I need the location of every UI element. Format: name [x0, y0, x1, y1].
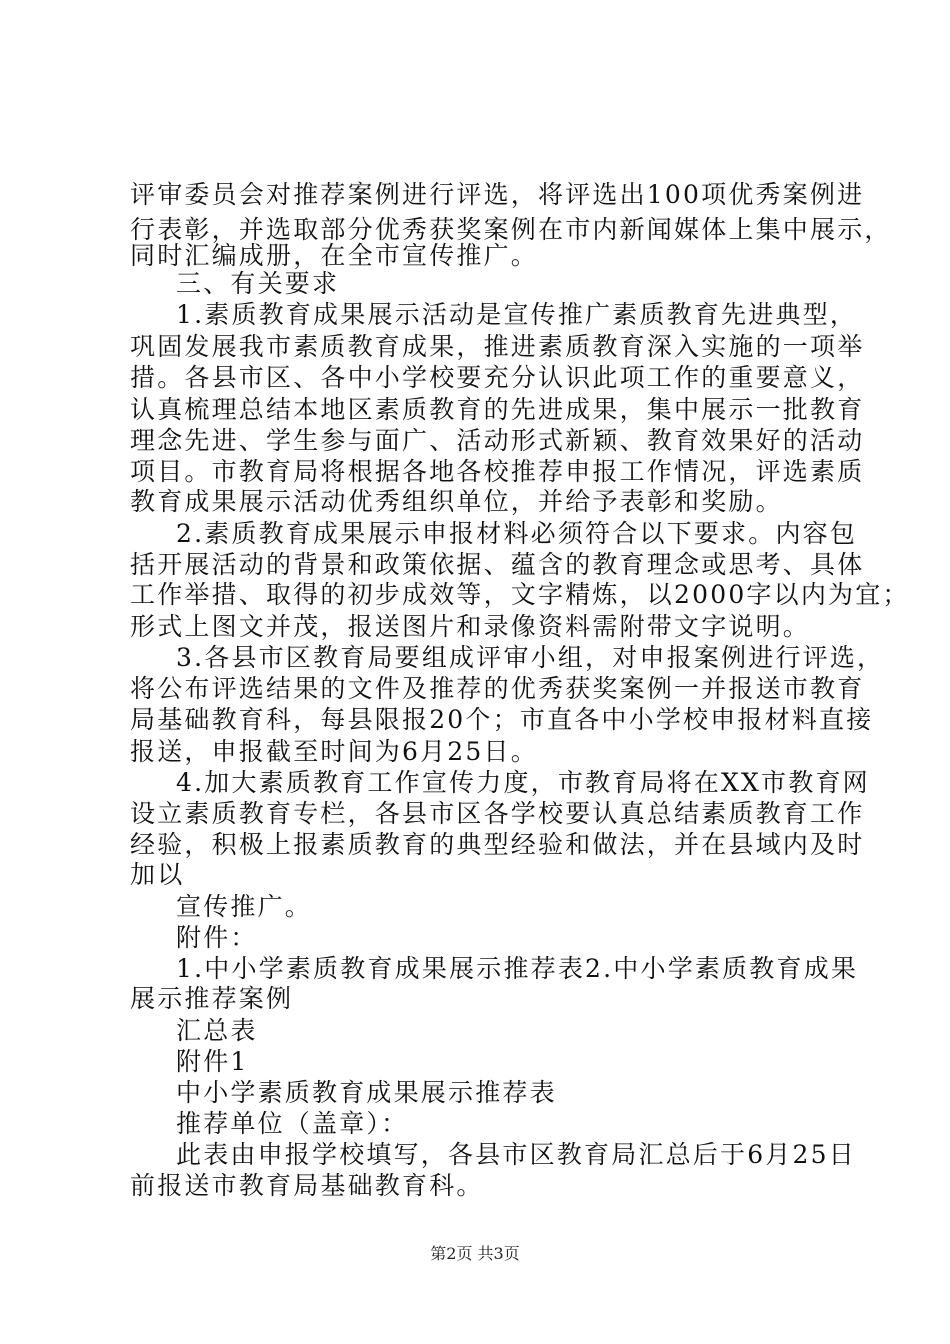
attachment-list-line: 汇总表 [176, 1016, 258, 1045]
section-heading: 三、有关要求 [176, 269, 340, 298]
body-text-line: 4.加大素质教育工作宣传力度，市教育局将在XX市教育网 [176, 768, 870, 797]
body-text-line: 将公布评选结果的文件及推荐的优秀获奖案例一并报送市教育 [130, 674, 865, 703]
body-text-line: 教育成果展示活动优秀组织单位，并给予表彰和奖励。 [130, 487, 783, 516]
body-text-line: 措。各县市区、各中小学校要充分认识此项工作的重要意义， [130, 363, 865, 392]
page-number-footer: 第2页 共3页 [430, 1244, 520, 1263]
body-text-line: 理念先进、学生参与面广、活动形式新颖、教育效果好的活动 [130, 426, 865, 455]
form-field-label: 推荐单位（盖章）： [176, 1109, 409, 1138]
attachment-list-line: 1.中小学素质教育成果展示推荐表2.中小学素质教育成果 [176, 954, 859, 983]
body-text-line: 形式上图文并茂，报送图片和录像资料需附带文字说明。 [130, 612, 811, 641]
body-text-line: 此表由申报学校填写，各县市区教育局汇总后于6月25日 [176, 1140, 856, 1169]
attachment-label: 附件： [176, 923, 258, 952]
body-text-line: 前报送市教育局基础教育科。 [130, 1171, 484, 1200]
body-text-line: 同时汇编成册，在全市宣传推广。 [130, 241, 539, 270]
attachment-list-line: 展示推荐案例 [130, 984, 294, 1013]
body-text-line: 宣传推广。 [176, 892, 313, 921]
body-text-line: 加以 [130, 860, 185, 889]
body-text-line: 评审委员会对推荐案例进行评选，将评选出100项优秀案例进 [130, 180, 865, 209]
body-text-line: 2.素质教育成果展示申报材料必须符合以下要求。内容包 [176, 519, 858, 548]
body-text-line: 3.各县市区教育局要组成评审小组，对申报案例进行评选， [176, 643, 885, 672]
body-text-line: 项目。市教育局将根据各地各校推荐申报工作情况，评选素质 [130, 457, 865, 486]
body-text-line: 行表彰，并选取部分优秀获奖案例在市内新闻媒体上集中展示， [130, 215, 892, 244]
body-text-line: 设立素质教育专栏，各县市区各学校要认真总结素质教育工作 [130, 799, 865, 828]
attachment-heading: 附件1 [176, 1047, 249, 1076]
body-text-line: 1.素质教育成果展示活动是宣传推广素质教育先进典型， [176, 300, 858, 329]
body-text-line: 报送，申报截至时间为6月25日。 [130, 737, 538, 766]
body-text-line: 局基础教育科，每县限报20个；市直各中小学校申报材料直接 [130, 705, 874, 734]
body-text-line: 巩固发展我市素质教育成果，推进素质教育深入实施的一项举 [130, 332, 865, 361]
body-text-line: 认真梳理总结本地区素质教育的先进成果，集中展示一批教育 [130, 395, 865, 424]
body-text-line: 工作举措、取得的初步成效等，文字精炼，以2000字以内为宜； [130, 580, 910, 609]
form-title: 中小学素质教育成果展示推荐表 [176, 1078, 557, 1107]
body-text-line: 经验，积极上报素质教育的典型经验和做法，并在县域内及时 [130, 830, 865, 859]
body-text-line: 括开展活动的背景和政策依据、蕴含的教育理念或思考、具体 [130, 550, 865, 579]
